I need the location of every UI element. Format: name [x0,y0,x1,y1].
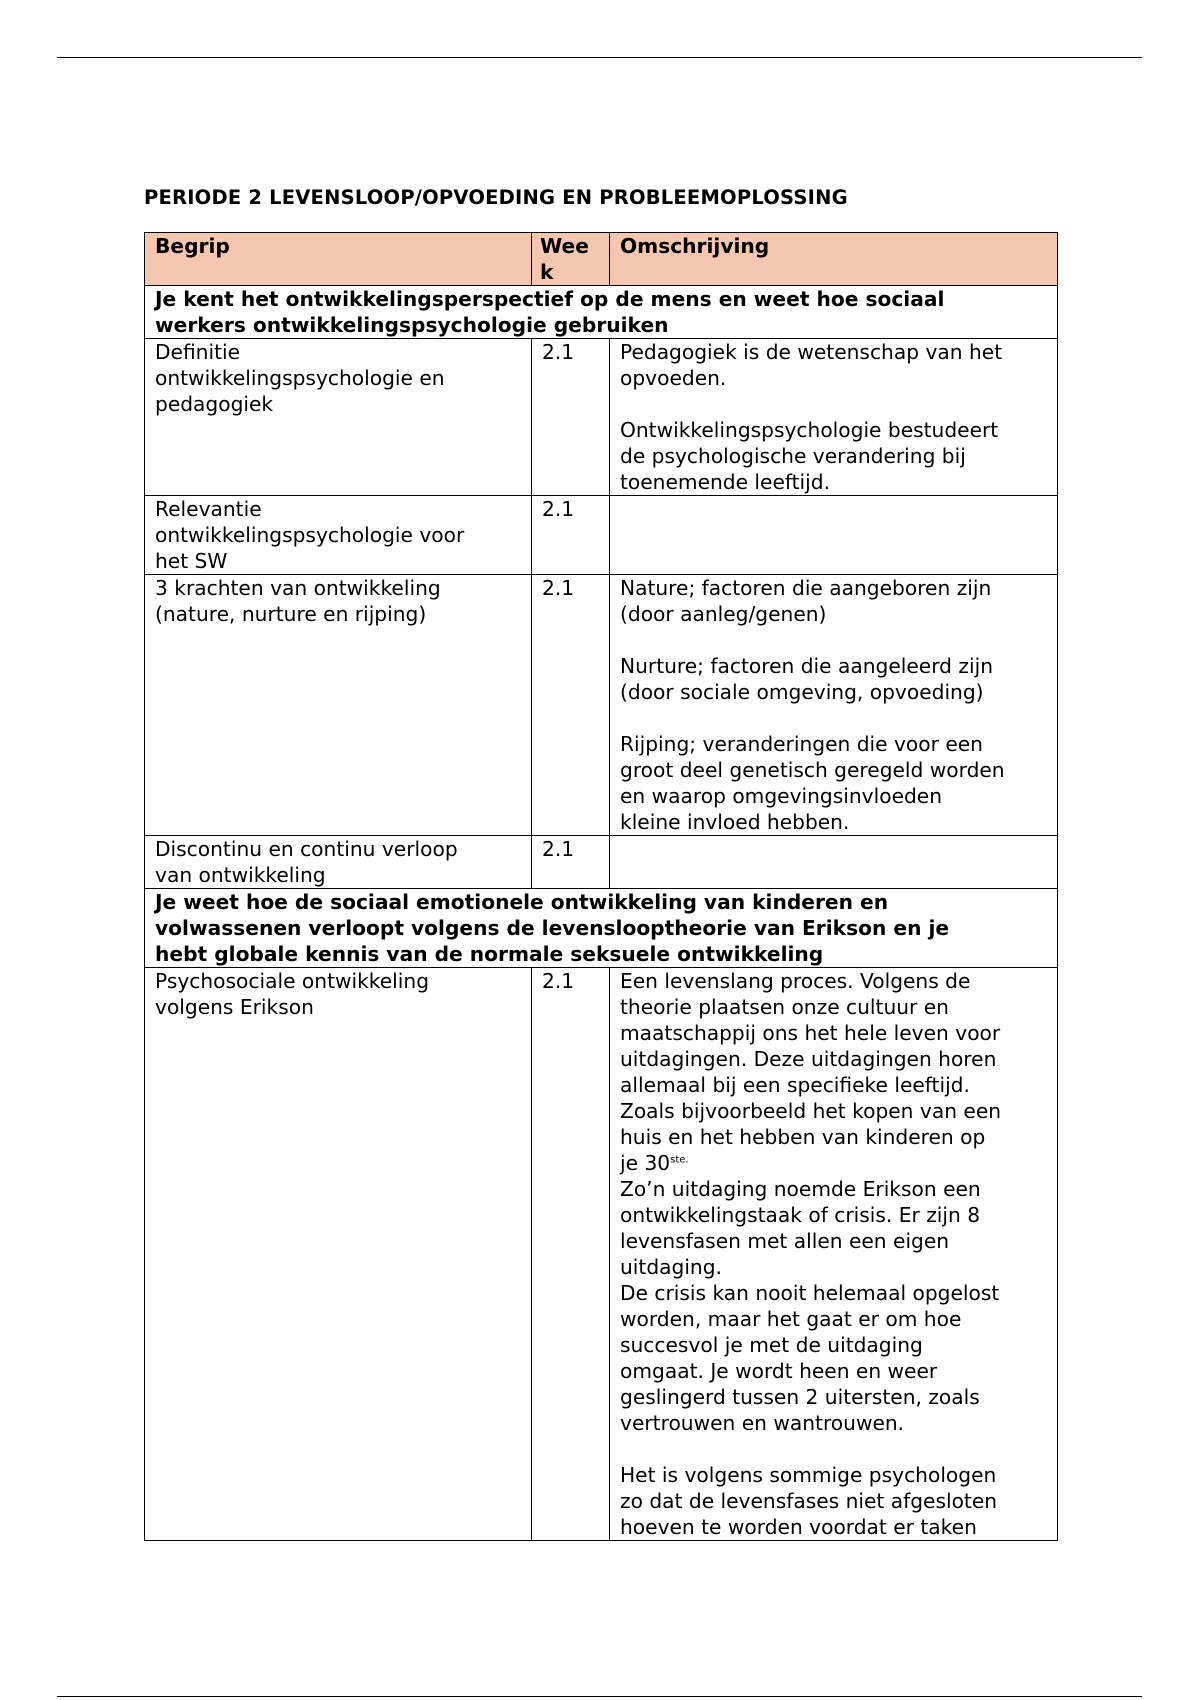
header-begrip: Begrip [145,233,532,286]
week-cell: 2.1 [532,836,610,889]
table-row [145,339,1058,496]
table-row [145,575,1058,836]
header-rule [57,57,1142,58]
section-row [145,286,1058,339]
header-week: Wee k [532,233,610,286]
header-omschrijving: Omschrijving [610,233,1058,286]
description-cell: Een levenslang proces. Volgens de theorie plaatsen onze cultuur en maatschappij ons het hele leven voor uitdagingen. Deze uitdagingen horen allemaal bij een specifieke leeftijd. Zoals bijvoorbeeld het kopen van een huis en het hebben van kinderen op je $30^{ste.}$ Zo’n uitdaging noemde Erikson een ontwikkelingstaak of crisis. Er zijn 8 levensfasen met allen een eigen uitdaging. De crisis kan nooit helemaal opgelost worden, maar het gaat er om hoe succesvol je met de uitdaging omgaat. Je wordt heen en weer geslingerd tussen 2 uitersten, zoals vertrouwen en wantrouwen. Het is volgens sommige psychologen zo dat de levensfases niet afgesloten hoeven te worden voordat er taken [610,968,1058,1541]
section-row [145,889,1058,968]
table-row [145,968,1058,1541]
description-cell: Nature; factoren die aangeboren zijn (door aanleg/genen) Nurture; factoren die aangeleerd zijn (door sociale omgeving, opvoeding) Rijping; veranderingen die voor een groot deel genetisch geregeld worden en waarop omgevingsinvloeden kleine invloed hebben. [610,575,1058,836]
week-cell: 2.1 [532,968,610,1541]
term-cell: Psychosociale ontwikkeling volgens Erikson [145,968,532,1541]
table-row [145,836,1058,889]
term-cell: 3 krachten van ontwikkeling (nature, nurture en rijping) [145,575,532,836]
term-cell: Relevantie ontwikkelingspsychologie voor het SW [145,496,532,575]
term-cell: Discontinu en continu verloop van ontwikkeling [145,836,532,889]
description-cell [610,496,1058,575]
week-cell: 2.1 [532,496,610,575]
section-heading: Je kent het ontwikkelingsperspectief op de mens en weet hoe sociaal werkers ontwikkelingspsychologie gebruiken [145,286,1058,339]
section-heading: Je weet hoe de sociaal emotionele ontwikkeling van kinderen en volwassenen verloopt volgens de levenslooptheorie van Erikson en je hebt globale kennis van de normale seksuele ontwikkeling [145,889,1058,968]
description-cell [610,836,1058,889]
term-cell: Definitie ontwikkelingspsychologie en pedagogiek [145,339,532,496]
footer-rule [57,1696,1142,1697]
page-title: PERIODE 2 LEVENSLOOP/OPVOEDING EN PROBLEEMOPLOSSING [144,186,848,209]
week-cell: 2.1 [532,575,610,836]
description-cell: Pedagogiek is de wetenschap van het opvoeden. Ontwikkelingspsychologie bestudeert de psychologische verandering bij toenemende leeftijd. [610,339,1058,496]
week-cell: 2.1 [532,339,610,496]
table-row [145,496,1058,575]
table-header-row [145,233,1058,286]
terms-table [144,232,1058,1541]
